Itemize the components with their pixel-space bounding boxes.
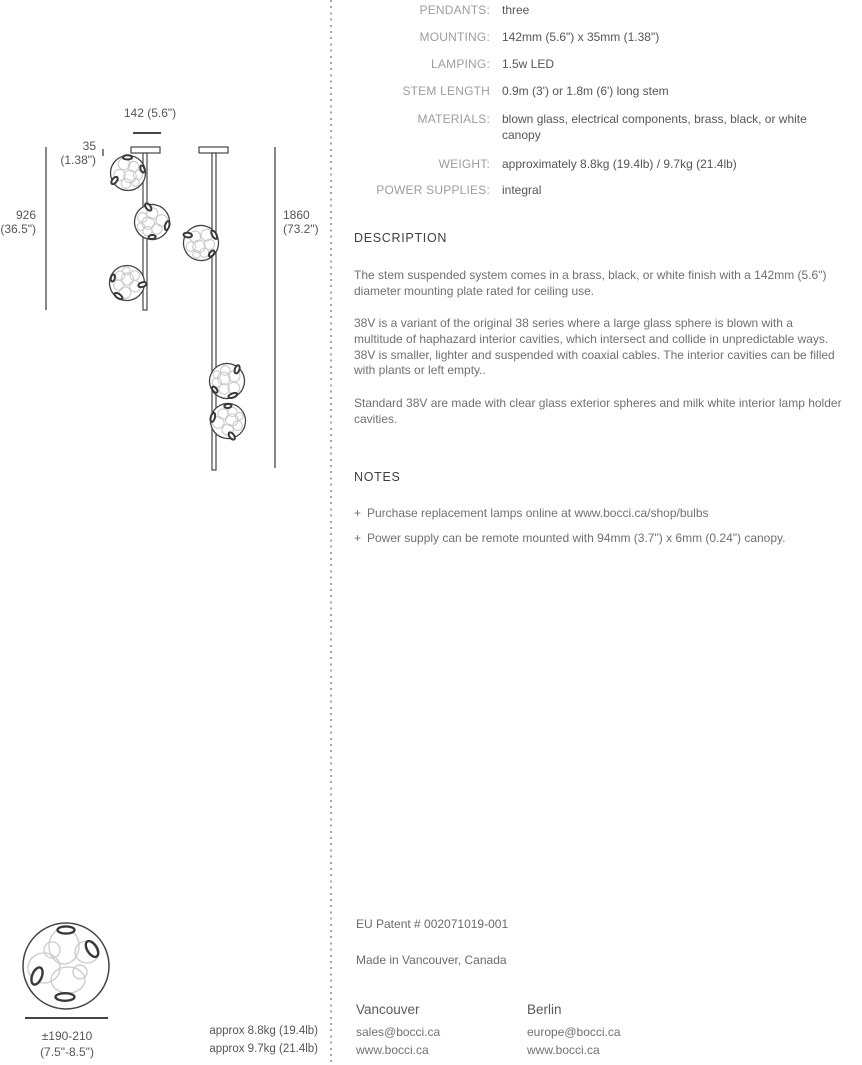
description-paragraph: 38V is a variant of the original 38 series where a large glass sphere is blown with a multitude of haphazard interior cavities, which intersect and collide in unpredictable ways. 38V is smaller, lighter and suspended with coaxial cables. The interior cavities can be filled with plants or left empty..	[354, 316, 835, 378]
spec-row-stem-length	[354, 83, 848, 99]
description-heading: DESCRIPTION	[354, 231, 448, 245]
pendant-line-drawing	[0, 0, 330, 490]
spec-row-materials	[354, 111, 848, 143]
spec-row-lamping	[354, 56, 848, 72]
contact-website: www.bocci.ca	[527, 1042, 600, 1057]
notes-heading: NOTES	[354, 470, 401, 484]
contact-berlin	[527, 1002, 621, 1059]
spec-value: 142mm (5.6") x 35mm (1.38")	[502, 30, 660, 44]
description-paragraph: Standard 38V are made with clear glass exterior spheres and milk white interior lamp holder cavities.	[354, 396, 842, 426]
contact-city: Berlin	[527, 1002, 562, 1017]
contact-website: www.bocci.ca	[356, 1042, 429, 1057]
spec-row-mounting	[354, 29, 848, 45]
pendant-long-stem	[177, 147, 250, 470]
spec-row-pendants	[354, 2, 848, 18]
eu-patent-line: EU Patent # 002071019-001	[356, 917, 509, 931]
approx-weights-label: approx 8.8kg (19.4lb) approx 9.7kg (21.4lb)	[209, 1025, 318, 1055]
dotted-separator	[330, 0, 332, 1065]
spec-label: PENDANTS:	[419, 3, 490, 17]
spec-value: 0.9m (3') or 1.8m (6') long stem	[502, 84, 669, 98]
long-stem-length-label: 1860 (73.2")	[283, 208, 319, 236]
spec-value: integral	[502, 183, 542, 197]
spec-value: 1.5w LED	[502, 57, 555, 71]
pendant-short-stem	[102, 147, 173, 310]
spec-row-power-supplies	[354, 182, 848, 198]
spec-table	[354, 2, 848, 209]
short-stem-length-label: 926 (36.5")	[0, 208, 36, 236]
plate-height-label: 35 (1.38")	[60, 139, 96, 167]
spec-value: blown glass, electrical components, brass, black, or white canopy	[502, 112, 807, 142]
contact-city: Vancouver	[356, 1002, 420, 1017]
note-text: Power supply can be remote mounted with 94mm (3.7") x 6mm (0.24") canopy.	[367, 531, 786, 545]
contact-email: sales@bocci.ca	[356, 1025, 441, 1039]
spec-label: MOUNTING:	[419, 30, 490, 44]
spec-label: POWER SUPPLIES:	[376, 183, 490, 197]
note-text: Purchase replacement lamps online at www.bocci.ca/shop/bulbs	[367, 506, 709, 520]
spec-value: approximately 8.8kg (19.4lb) / 9.7kg (21.4lb)	[502, 157, 737, 171]
spec-label: MATERIALS:	[417, 112, 490, 126]
spec-label: STEM LENGTH	[402, 84, 490, 98]
description-paragraph: The stem suspended system comes in a brass, black, or white finish with a 142mm (5.6") diameter mounting plate rated for ceiling use.	[354, 268, 827, 298]
note-item	[354, 530, 801, 547]
spec-row-weight	[354, 156, 848, 172]
sphere-diameter-label: ±190-210 (7.5"-8.5")	[40, 1029, 94, 1059]
made-in-line: Made in Vancouver, Canada	[356, 953, 507, 967]
note-item	[354, 505, 801, 522]
spec-label: LAMPING:	[431, 57, 490, 71]
mount-width-label: 142 (5.6")	[123, 106, 177, 120]
spec-label: WEIGHT:	[438, 157, 490, 171]
plus-bullet: +	[354, 531, 362, 545]
contact-vancouver	[356, 1002, 440, 1059]
contact-email: europe@bocci.ca	[527, 1025, 621, 1039]
spec-value: three	[502, 3, 530, 17]
plus-bullet: +	[354, 506, 362, 520]
